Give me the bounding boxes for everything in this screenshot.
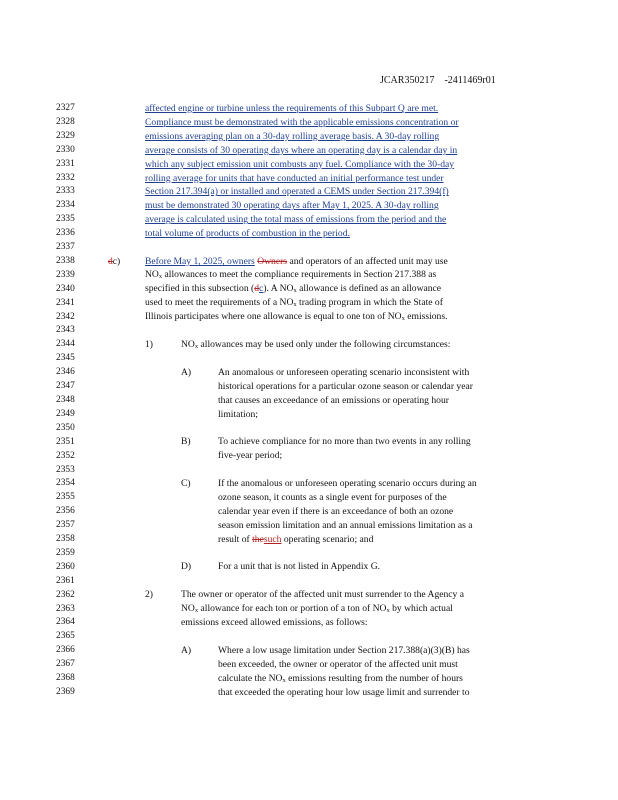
text: calculate the NO [218, 673, 283, 684]
line-number: 2355 [56, 492, 75, 503]
item-line: limitation; [218, 408, 258, 420]
line-number: 2358 [56, 534, 75, 545]
line-number: 2343 [56, 325, 75, 336]
text: NO [181, 603, 195, 614]
line-number: 2349 [56, 408, 75, 419]
text: allowance for each ton or portion of a ton of NO [200, 603, 387, 614]
line-number: 2339 [56, 269, 75, 280]
inserted-text: such [263, 534, 282, 545]
line-number: 2361 [56, 575, 75, 586]
line-number: 2342 [56, 311, 75, 322]
text: and operators of an affected unit may use [289, 256, 448, 267]
line-number: 2352 [56, 450, 75, 461]
item-line: season emission limitation and an annual emissions limitation as a [218, 519, 473, 531]
line-number: 2345 [56, 353, 75, 364]
text: specified in this subsection ( [145, 283, 255, 294]
line-number: 2353 [56, 464, 75, 475]
section-label-deleted: d [108, 256, 113, 267]
subscript: x [401, 315, 405, 322]
item-line: If the anomalous or unforeseen operating scenario occurs during an [218, 478, 477, 489]
item-1-text [181, 338, 450, 351]
subscript: x [194, 343, 199, 350]
line-number: 2356 [56, 506, 75, 517]
item-line: calendar year even if there is an exceedance of both an ozone [218, 505, 454, 517]
inserted-line: Compliance must be demonstrated with the applicable emissions concentration or [145, 116, 459, 128]
text: trading program in which the State of [299, 297, 443, 308]
text: result of [218, 534, 250, 545]
text: allowances may be used only under the following circumstances: [200, 339, 451, 350]
item-line: An anomalous or unforeseen operating scenario inconsistent with [218, 367, 470, 378]
inserted-line: average is calculated using the total mass of emissions from the period and the [145, 214, 447, 226]
inserted-text: Before May 1, 2025, owners [145, 256, 255, 267]
line-number: 2337 [56, 242, 75, 253]
line-number: 2338 [56, 255, 75, 266]
section-d-line-2 [145, 268, 436, 281]
item-2-line-1: The owner or operator of the affected unit must surrender to the Agency a [181, 589, 465, 600]
line-number: 2344 [56, 339, 75, 350]
text: operating scenario; and [283, 534, 374, 545]
line-number: 2359 [56, 547, 75, 558]
line-number: 2354 [56, 478, 75, 489]
doc-revision: -2411469r01 [444, 75, 496, 86]
item-1B-label: B) [181, 436, 191, 447]
section-label-new: c) [112, 256, 121, 267]
item-line: ozone season, it counts as a single event for purposes of the [218, 491, 447, 503]
item-2A-line-3 [218, 672, 463, 685]
line-number: 2364 [56, 617, 75, 628]
text: NO [145, 269, 159, 280]
document-header [380, 75, 496, 86]
inserted-line: which any subject emission unit combusts any fuel. Compliance with the 30-day [145, 158, 455, 170]
item-2A-line-4: that exceeded the operating hour low usage limit and surrender to [218, 687, 470, 698]
text: ). A NO [263, 283, 294, 294]
line-number: 2347 [56, 381, 75, 392]
text: Illinois participates where one allowance is equal to one ton of NO [145, 311, 402, 322]
line-number: 2366 [56, 645, 75, 656]
inserted-text: c [259, 283, 264, 294]
section-d-line-5 [145, 310, 447, 323]
item-2-line-3: emissions exceed allowed emissions, as follows: [181, 617, 368, 628]
item-2A-label: A) [181, 645, 192, 656]
item-1C-label: C) [181, 478, 191, 489]
text: by which actual [392, 603, 453, 614]
text: NO [181, 339, 195, 350]
line-number: 2333 [56, 186, 75, 197]
line-number: 2357 [56, 520, 75, 531]
line-number: 2328 [56, 116, 75, 127]
deleted-text: Owners [257, 256, 288, 267]
line-number: 2365 [56, 631, 75, 642]
inserted-line: Section 217.394(a) or installed and operated a CEMS under Section 217.394(f) [145, 186, 449, 198]
subscript: x [293, 301, 297, 308]
section-label [108, 255, 120, 268]
item-1D-label: D) [181, 561, 192, 572]
line-number: 2330 [56, 144, 75, 155]
text: emissions. [407, 311, 448, 322]
line-number: 2335 [56, 214, 75, 225]
item-2-line-2 [181, 602, 453, 615]
inserted-line: must be demonstrated 30 operating days after May 1, 2025. A 30-day rolling [145, 200, 439, 212]
text: used to meet the requirements of a NO [145, 297, 294, 308]
inserted-line: total volume of products of combustion in the period. [145, 228, 350, 240]
line-number: 2346 [56, 367, 75, 378]
line-number: 2331 [56, 158, 75, 169]
section-d-line-1 [145, 255, 448, 268]
subscript: x [282, 677, 286, 684]
doc-id: JCAR350217 [380, 75, 435, 86]
item-line: To achieve compliance for no more than two events in any rolling [218, 436, 471, 447]
line-number: 2340 [56, 283, 75, 294]
line-number: 2327 [56, 103, 75, 113]
line-number: 2336 [56, 228, 75, 239]
inserted-line: affected engine or turbine unless the requirements of this Subpart Q are met. [145, 103, 439, 114]
subscript: x [194, 607, 199, 614]
text: allowances to meet the compliance requirements in Section 217.388 as [164, 269, 437, 280]
subscript: x [293, 287, 297, 294]
line-number: 2369 [56, 687, 75, 697]
subscript: x [386, 607, 390, 614]
text: emissions resulting from the number of hours [288, 673, 463, 684]
item-1-label: 1) [145, 339, 153, 350]
deleted-text: d [254, 283, 260, 294]
line-number: 2362 [56, 589, 75, 600]
line-number: 2329 [56, 130, 75, 141]
inserted-line: average consists of 30 operating days where an operating day is a calendar day in [145, 144, 458, 156]
deleted-text: the [252, 534, 264, 545]
line-number: 2367 [56, 659, 75, 670]
line-number: 2350 [56, 422, 75, 433]
item-line: five-year period; [218, 449, 283, 461]
item-2A-line-2: been exceeded, the owner or operator of the affected unit must [218, 659, 458, 670]
item-1C-last-line [218, 533, 373, 546]
section-d-line-4 [145, 296, 443, 309]
section-d-line-3 [145, 282, 441, 295]
item-1D-text: For a unit that is not listed in Appendix G. [218, 561, 381, 572]
subscript: x [158, 273, 163, 280]
item-line: historical operations for a particular ozone season or calendar year [218, 380, 473, 392]
line-number: 2363 [56, 603, 75, 614]
item-line: that causes an exceedance of an emissions or operating hour [218, 394, 449, 406]
line-number: 2360 [56, 561, 75, 572]
line-number: 2348 [56, 395, 75, 405]
line-number: 2334 [56, 200, 75, 211]
item-2-label: 2) [145, 589, 153, 600]
inserted-line: rolling average for units that have conducted an initial performance test under [145, 172, 444, 184]
line-number: 2341 [56, 297, 75, 308]
line-number: 2368 [56, 673, 75, 684]
item-2A-line-1: Where a low usage limitation under Section 217.388(a)(3)(B) has [218, 645, 470, 656]
inserted-line: emissions averaging plan on a 30-day rolling average basis. A 30-day rolling [145, 130, 440, 142]
line-number: 2351 [56, 436, 75, 447]
line-number: 2332 [56, 172, 75, 183]
text: allowance is defined as an allowance [299, 283, 442, 294]
item-1A-label: A) [181, 367, 192, 378]
